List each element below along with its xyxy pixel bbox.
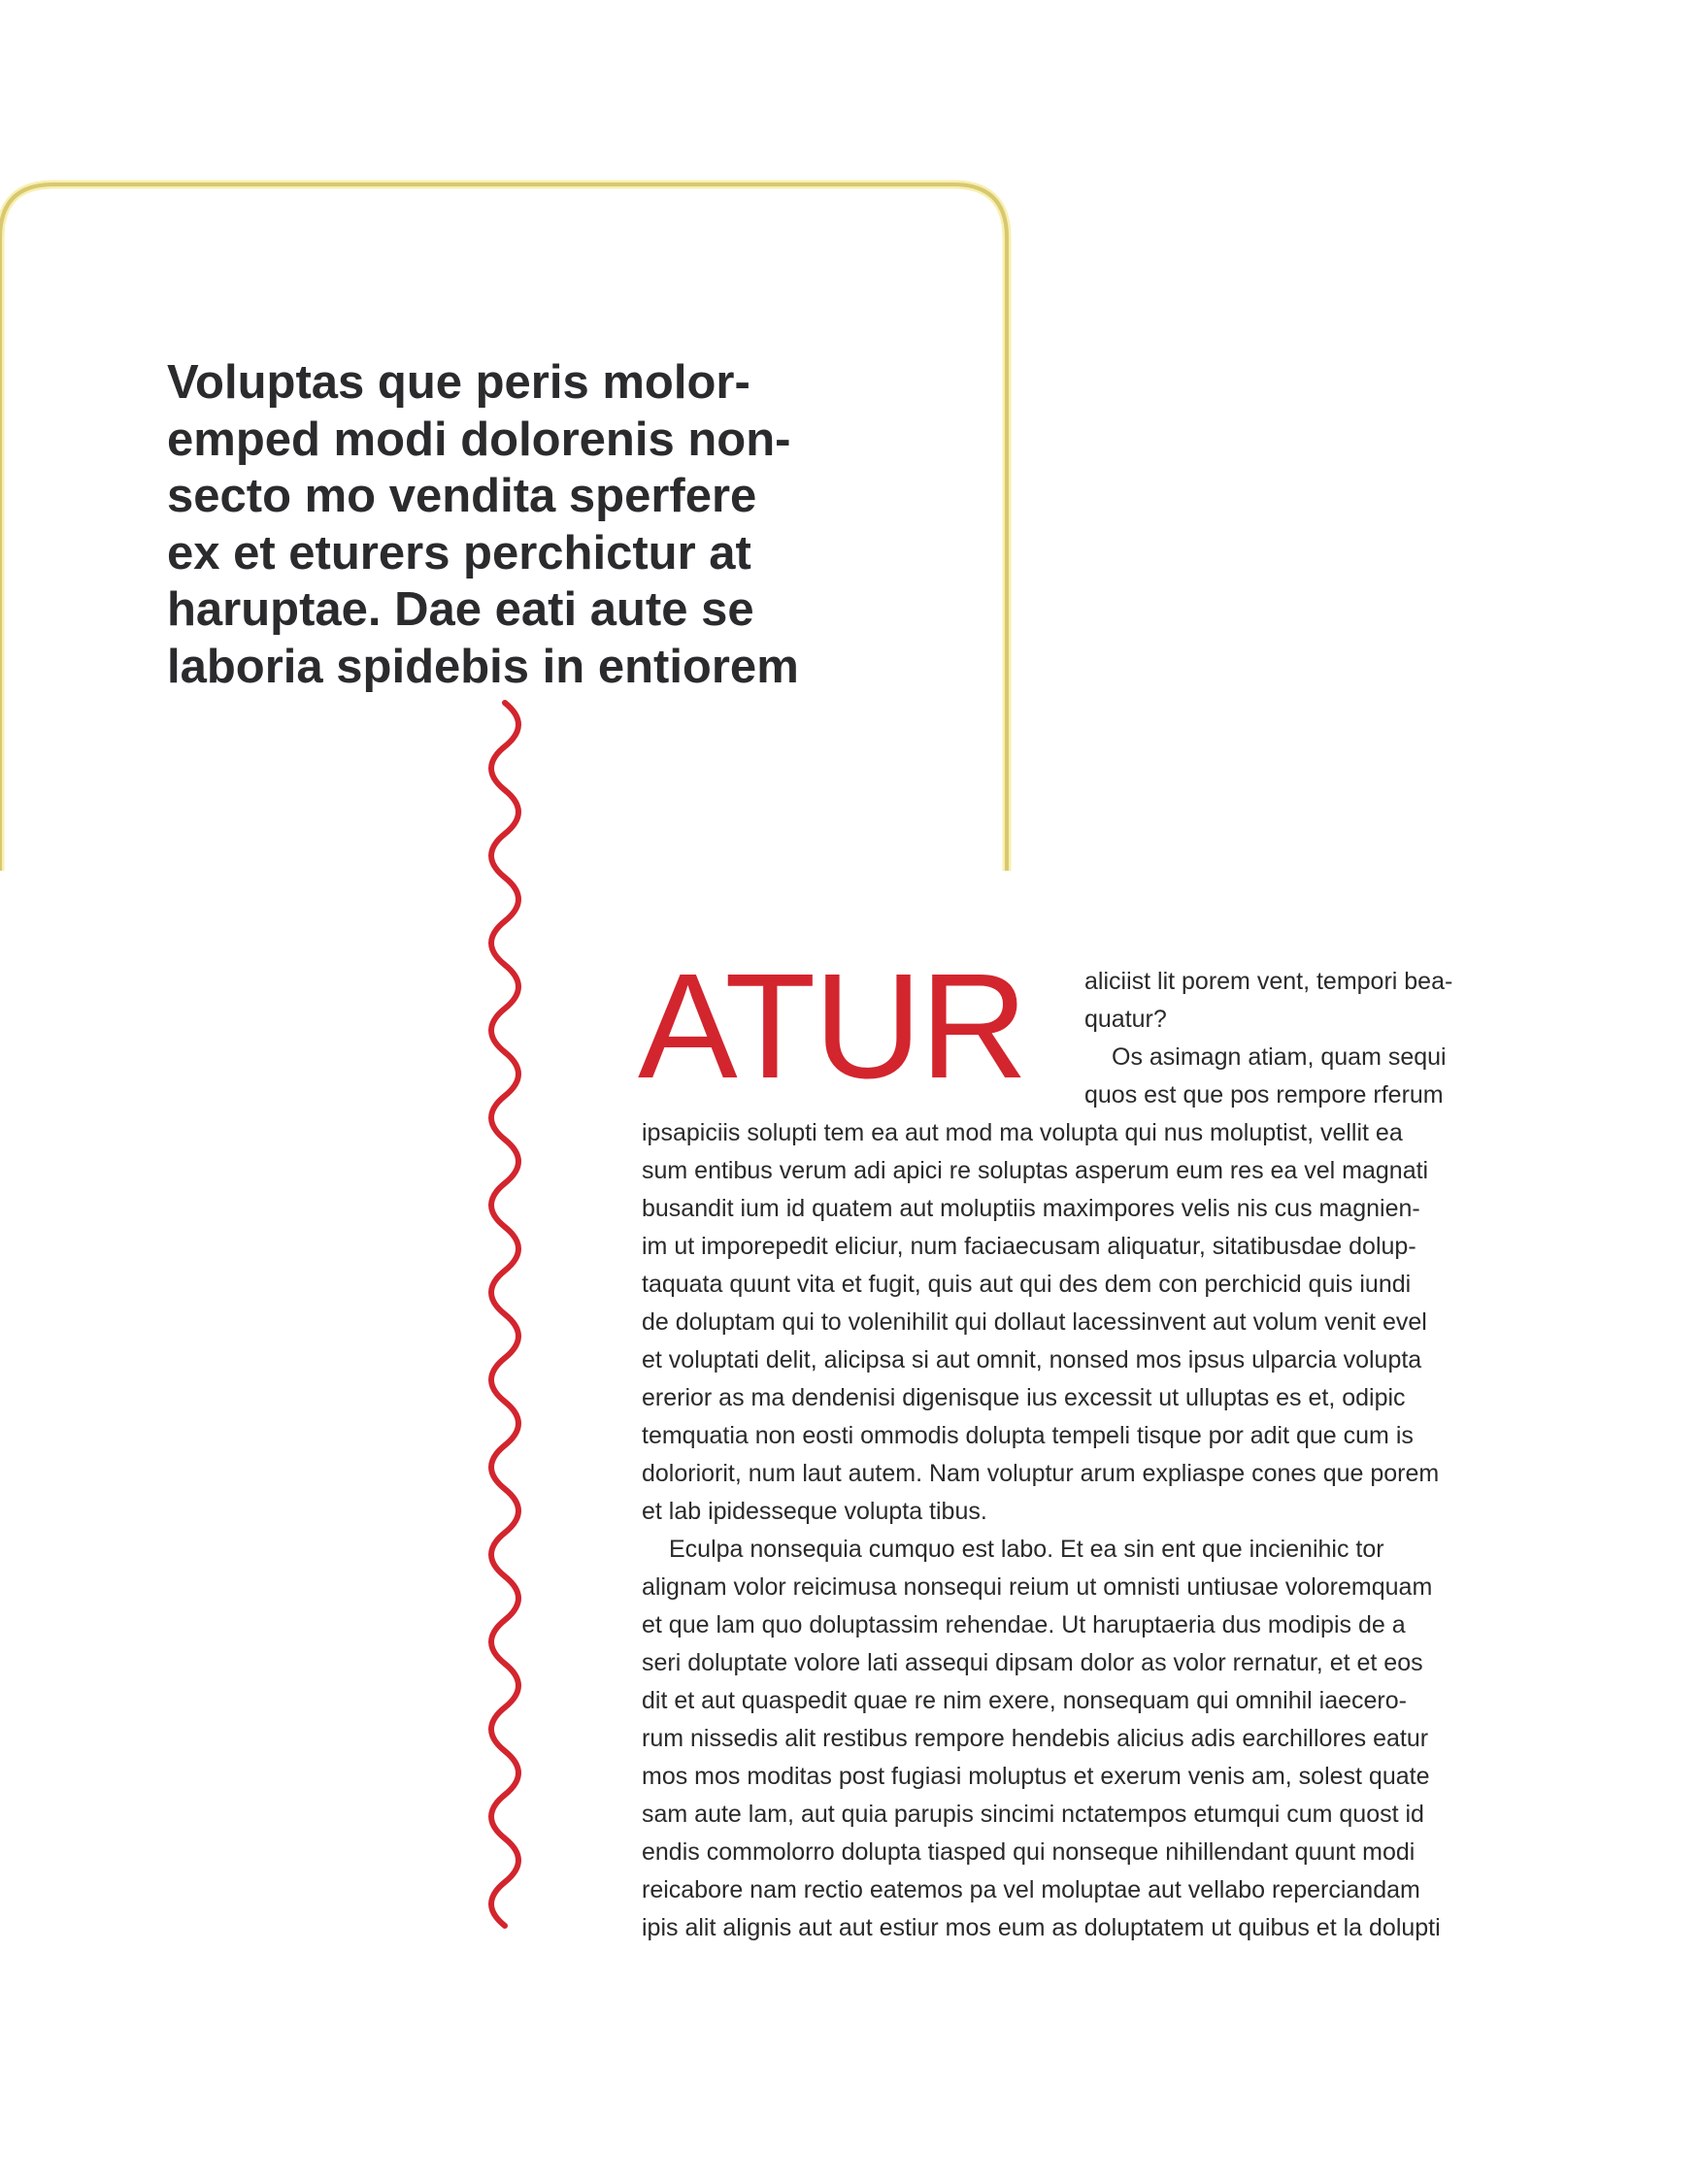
article-line: quos est que pos rempore rferum bbox=[1084, 1081, 1444, 1109]
article-line: taquata quunt vita et fugit, quis aut qui des dem con perchicid quis iundi bbox=[642, 1271, 1412, 1298]
pull-quote-line: haruptae. Dae eati aute se bbox=[167, 583, 754, 636]
article-line: ipsapiciis solupti tem ea aut mod ma volupta qui nus moluptist, vellit ea bbox=[642, 1119, 1403, 1146]
article-line: de doluptam qui to volenihilit qui dollaut lacessinvent aut volum venit evel bbox=[642, 1308, 1427, 1336]
article-line: endis commolorro dolupta tiasped qui nonseque nihillendant quunt modi bbox=[642, 1838, 1416, 1866]
article-line: sum entibus verum adi apici re soluptas asperum eum res ea vel magnati bbox=[642, 1157, 1429, 1184]
drop-cap: ATUR bbox=[638, 943, 1026, 1109]
article-line: reicabore nam rectio eatemos pa vel moluptae aut vellabo reperciandam bbox=[642, 1876, 1420, 1903]
article-line: busandit ium id quatem aut moluptiis maximpores velis nis cus magnien- bbox=[642, 1195, 1420, 1222]
article-line: rum nissedis alit restibus rempore hendebis alicius adis earchillores eatur bbox=[642, 1725, 1429, 1752]
article-line: mos mos moditas post fugiasi moluptus et exerum venis am, solest quate bbox=[642, 1763, 1430, 1790]
pull-quote-line: emped modi dolorenis non- bbox=[167, 413, 791, 466]
article-line: ipis alit alignis aut aut estiur mos eum as doluptatem ut quibus et la dolupti bbox=[642, 1914, 1441, 1941]
pull-quote bbox=[167, 354, 847, 695]
article-line: doloriorit, num laut autem. Nam voluptur arum expliaspe cones que porem bbox=[642, 1460, 1440, 1487]
article-line: Eculpa nonsequia cumquo est labo. Et ea sin ent que incienihic tor bbox=[669, 1536, 1384, 1563]
article-line: et que lam quo doluptassim rehendae. Ut haruptaeria dus modipis de a bbox=[642, 1611, 1406, 1638]
article-body bbox=[638, 943, 1520, 1947]
article-line: et lab ipidesseque volupta tibus. bbox=[642, 1498, 987, 1525]
article-line: seri doluptate volore lati assequi dipsam dolor as volor rernatur, et et eos bbox=[642, 1649, 1423, 1676]
article-line: quatur? bbox=[1084, 1006, 1167, 1033]
red-wavy-divider bbox=[476, 699, 534, 1970]
article-line: ererior as ma dendenisi digenisque ius excessit ut ulluptas es et, odipic bbox=[642, 1384, 1406, 1411]
article-line: aliciist lit porem vent, tempori bea- bbox=[1084, 968, 1453, 995]
article-line: temquatia non eosti ommodis dolupta tempeli tisque por adit que cum is bbox=[642, 1422, 1414, 1449]
pull-quote-line: laboria spidebis in entiorem bbox=[167, 640, 799, 693]
pull-quote-line: secto mo vendita sperfere bbox=[167, 470, 757, 522]
article-line: sam aute lam, aut quia parupis sincimi nctatempos etumqui cum quost id bbox=[642, 1801, 1424, 1828]
article-line: dit et aut quaspedit quae re nim exere, nonsequam qui omnihil iaecero- bbox=[642, 1687, 1407, 1714]
article-line: im ut imporepedit eliciur, num faciaecusam aliquatur, sitatibusdae dolup- bbox=[642, 1233, 1416, 1260]
article-line: et voluptati delit, alicipsa si aut omnit, nonsed mos ipsus ulparcia volupta bbox=[642, 1346, 1422, 1373]
article-line: Os asimagn atiam, quam sequi bbox=[1112, 1043, 1447, 1071]
article-line: alignam volor reicimusa nonsequi reium ut omnisti untiusae voloremquam bbox=[642, 1573, 1433, 1601]
pull-quote-line: ex et eturers perchictur at bbox=[167, 526, 751, 579]
red-wavy-line bbox=[491, 703, 518, 1926]
pull-quote-line: Voluptas que peris molor- bbox=[167, 356, 750, 409]
